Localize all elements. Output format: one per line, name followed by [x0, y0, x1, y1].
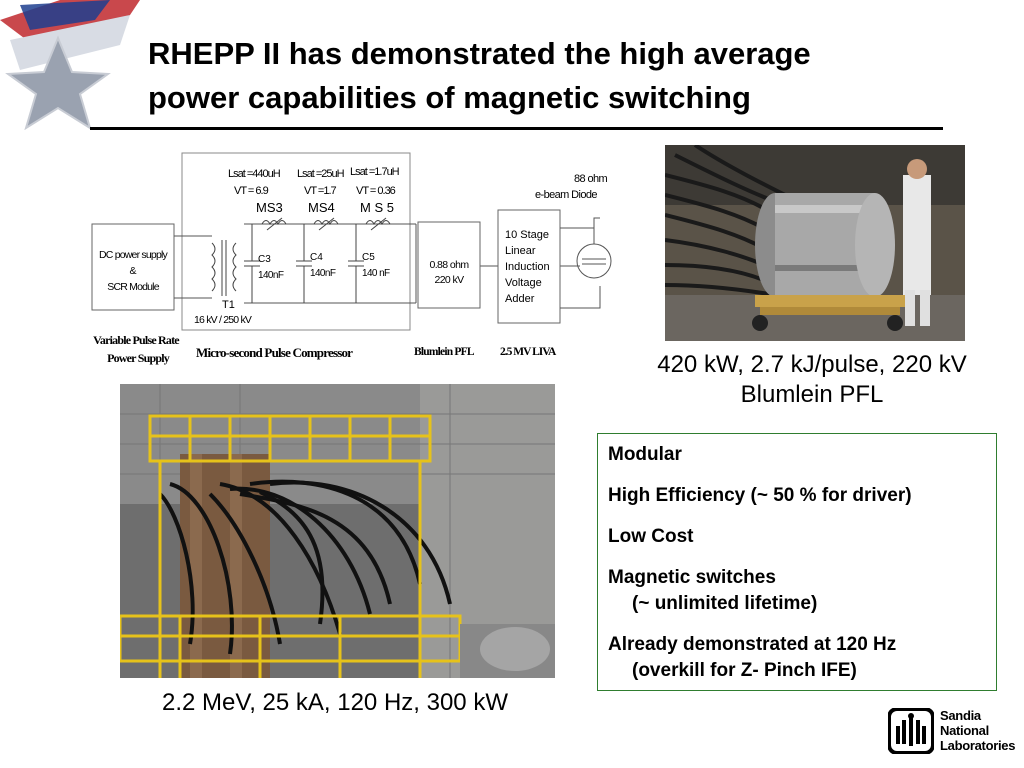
page-title — [148, 32, 988, 120]
feature-modular: Modular — [608, 444, 682, 465]
livm-line: 10 Stage — [505, 229, 550, 241]
diode-line-2: e-beam Diode — [535, 189, 597, 201]
ms5-vt: VT = 0.36 — [356, 185, 395, 197]
livm-line: Voltage — [505, 277, 542, 289]
label-liva: 2.5 MV LIVA — [500, 346, 556, 358]
ms3-switch-icon — [262, 221, 286, 225]
ms4-switch-icon — [314, 221, 338, 225]
rhepp-caption: 2.2 MeV, 25 kA, 120 Hz, 300 kW — [162, 689, 508, 716]
dc-supply-line-1: DC power supply — [99, 249, 167, 261]
label-pfl: Blumlein PFL — [414, 346, 474, 358]
transformer-primary-icon — [212, 243, 215, 291]
feature-magnetic-switches-note: (~ unlimited lifetime) — [632, 593, 818, 614]
star-logo-icon — [0, 0, 140, 130]
dc-supply-line-2: & — [129, 265, 137, 277]
ms4-vt: VT =1.7 — [304, 185, 336, 197]
dc-supply-line-3: SCR Module — [107, 281, 159, 293]
feature-demonstrated-note: (overkill for Z- Pinch IFE) — [632, 660, 857, 681]
sandia-logo-text — [940, 708, 1020, 753]
title-line-2: power capabilities of magnetic switching — [148, 80, 751, 115]
c5-value: 140 nF — [362, 268, 390, 279]
livm-line: Linear — [505, 245, 536, 257]
c4-value: 140nF — [310, 268, 336, 279]
ms3-lsat: Lsat =440uH — [228, 168, 280, 180]
feature-efficiency: High Efficiency (~ 50 % for driver) — [608, 485, 912, 506]
feature-demonstrated: Already demonstrated at 120 Hz (overkill for Z- Pinch IFE) — [608, 632, 986, 684]
label-power-supply-1: Variable Pulse Rate — [93, 333, 179, 347]
t1-rating: 16 kV / 250 kV — [194, 314, 252, 326]
ms5-switch-icon — [366, 221, 390, 225]
c4-name: C4 — [310, 252, 323, 263]
sandia-line-1: Sandia — [940, 708, 981, 723]
feature-magnetic-switches: Magnetic switches (~ unlimited lifetime) — [608, 565, 986, 617]
ms3-vt: VT = 6.9 — [234, 185, 268, 197]
blumlein-caption-line-1: 420 kW, 2.7 kJ/pulse, 220 kV — [657, 351, 967, 378]
ms4-name: MS4 — [308, 200, 335, 215]
livm-line: Adder — [505, 293, 535, 305]
ms3-name: MS3 — [256, 200, 283, 215]
t1-label: T1 — [222, 299, 235, 311]
transformer-secondary-icon — [233, 243, 236, 291]
pfl-line-1: 0.88 ohm — [429, 259, 469, 271]
livm-line: Induction — [505, 261, 550, 273]
c5-name: C5 — [362, 252, 375, 263]
title-line-1: RHEPP II has demonstrated the high average — [148, 36, 811, 71]
diode-line-1: 88 ohm — [574, 173, 608, 185]
label-power-supply-2: Power Supply — [107, 351, 169, 365]
capacitor-c4-icon — [296, 224, 312, 303]
diode-icon — [577, 244, 611, 278]
title-divider — [90, 127, 943, 130]
blumlein-caption-line-2: Blumlein PFL — [740, 381, 884, 408]
capacitor-c5-icon — [348, 224, 364, 303]
blumlein-caption — [620, 350, 1004, 410]
pfl-line-2: 220 kV — [434, 274, 464, 286]
c3-name: C3 — [258, 254, 271, 265]
ms5-name: M S 5 — [360, 200, 394, 215]
label-compressor: Micro-second Pulse Compressor — [196, 345, 353, 360]
sandia-line-2: National — [940, 723, 989, 738]
circuit-schematic — [84, 148, 644, 378]
blumlein-pfl-photo — [665, 145, 965, 341]
features-box — [597, 433, 997, 691]
ms5-lsat: Lsat =1.7uH — [350, 166, 399, 178]
c3-value: 140nF — [258, 270, 284, 281]
feature-low-cost: Low Cost — [608, 526, 694, 547]
ms4-lsat: Lsat =25uH — [297, 168, 344, 180]
sandia-line-3: Laboratories — [940, 738, 1016, 753]
sandia-thunderbird-icon — [888, 708, 934, 754]
rhepp-facility-photo — [120, 384, 555, 678]
